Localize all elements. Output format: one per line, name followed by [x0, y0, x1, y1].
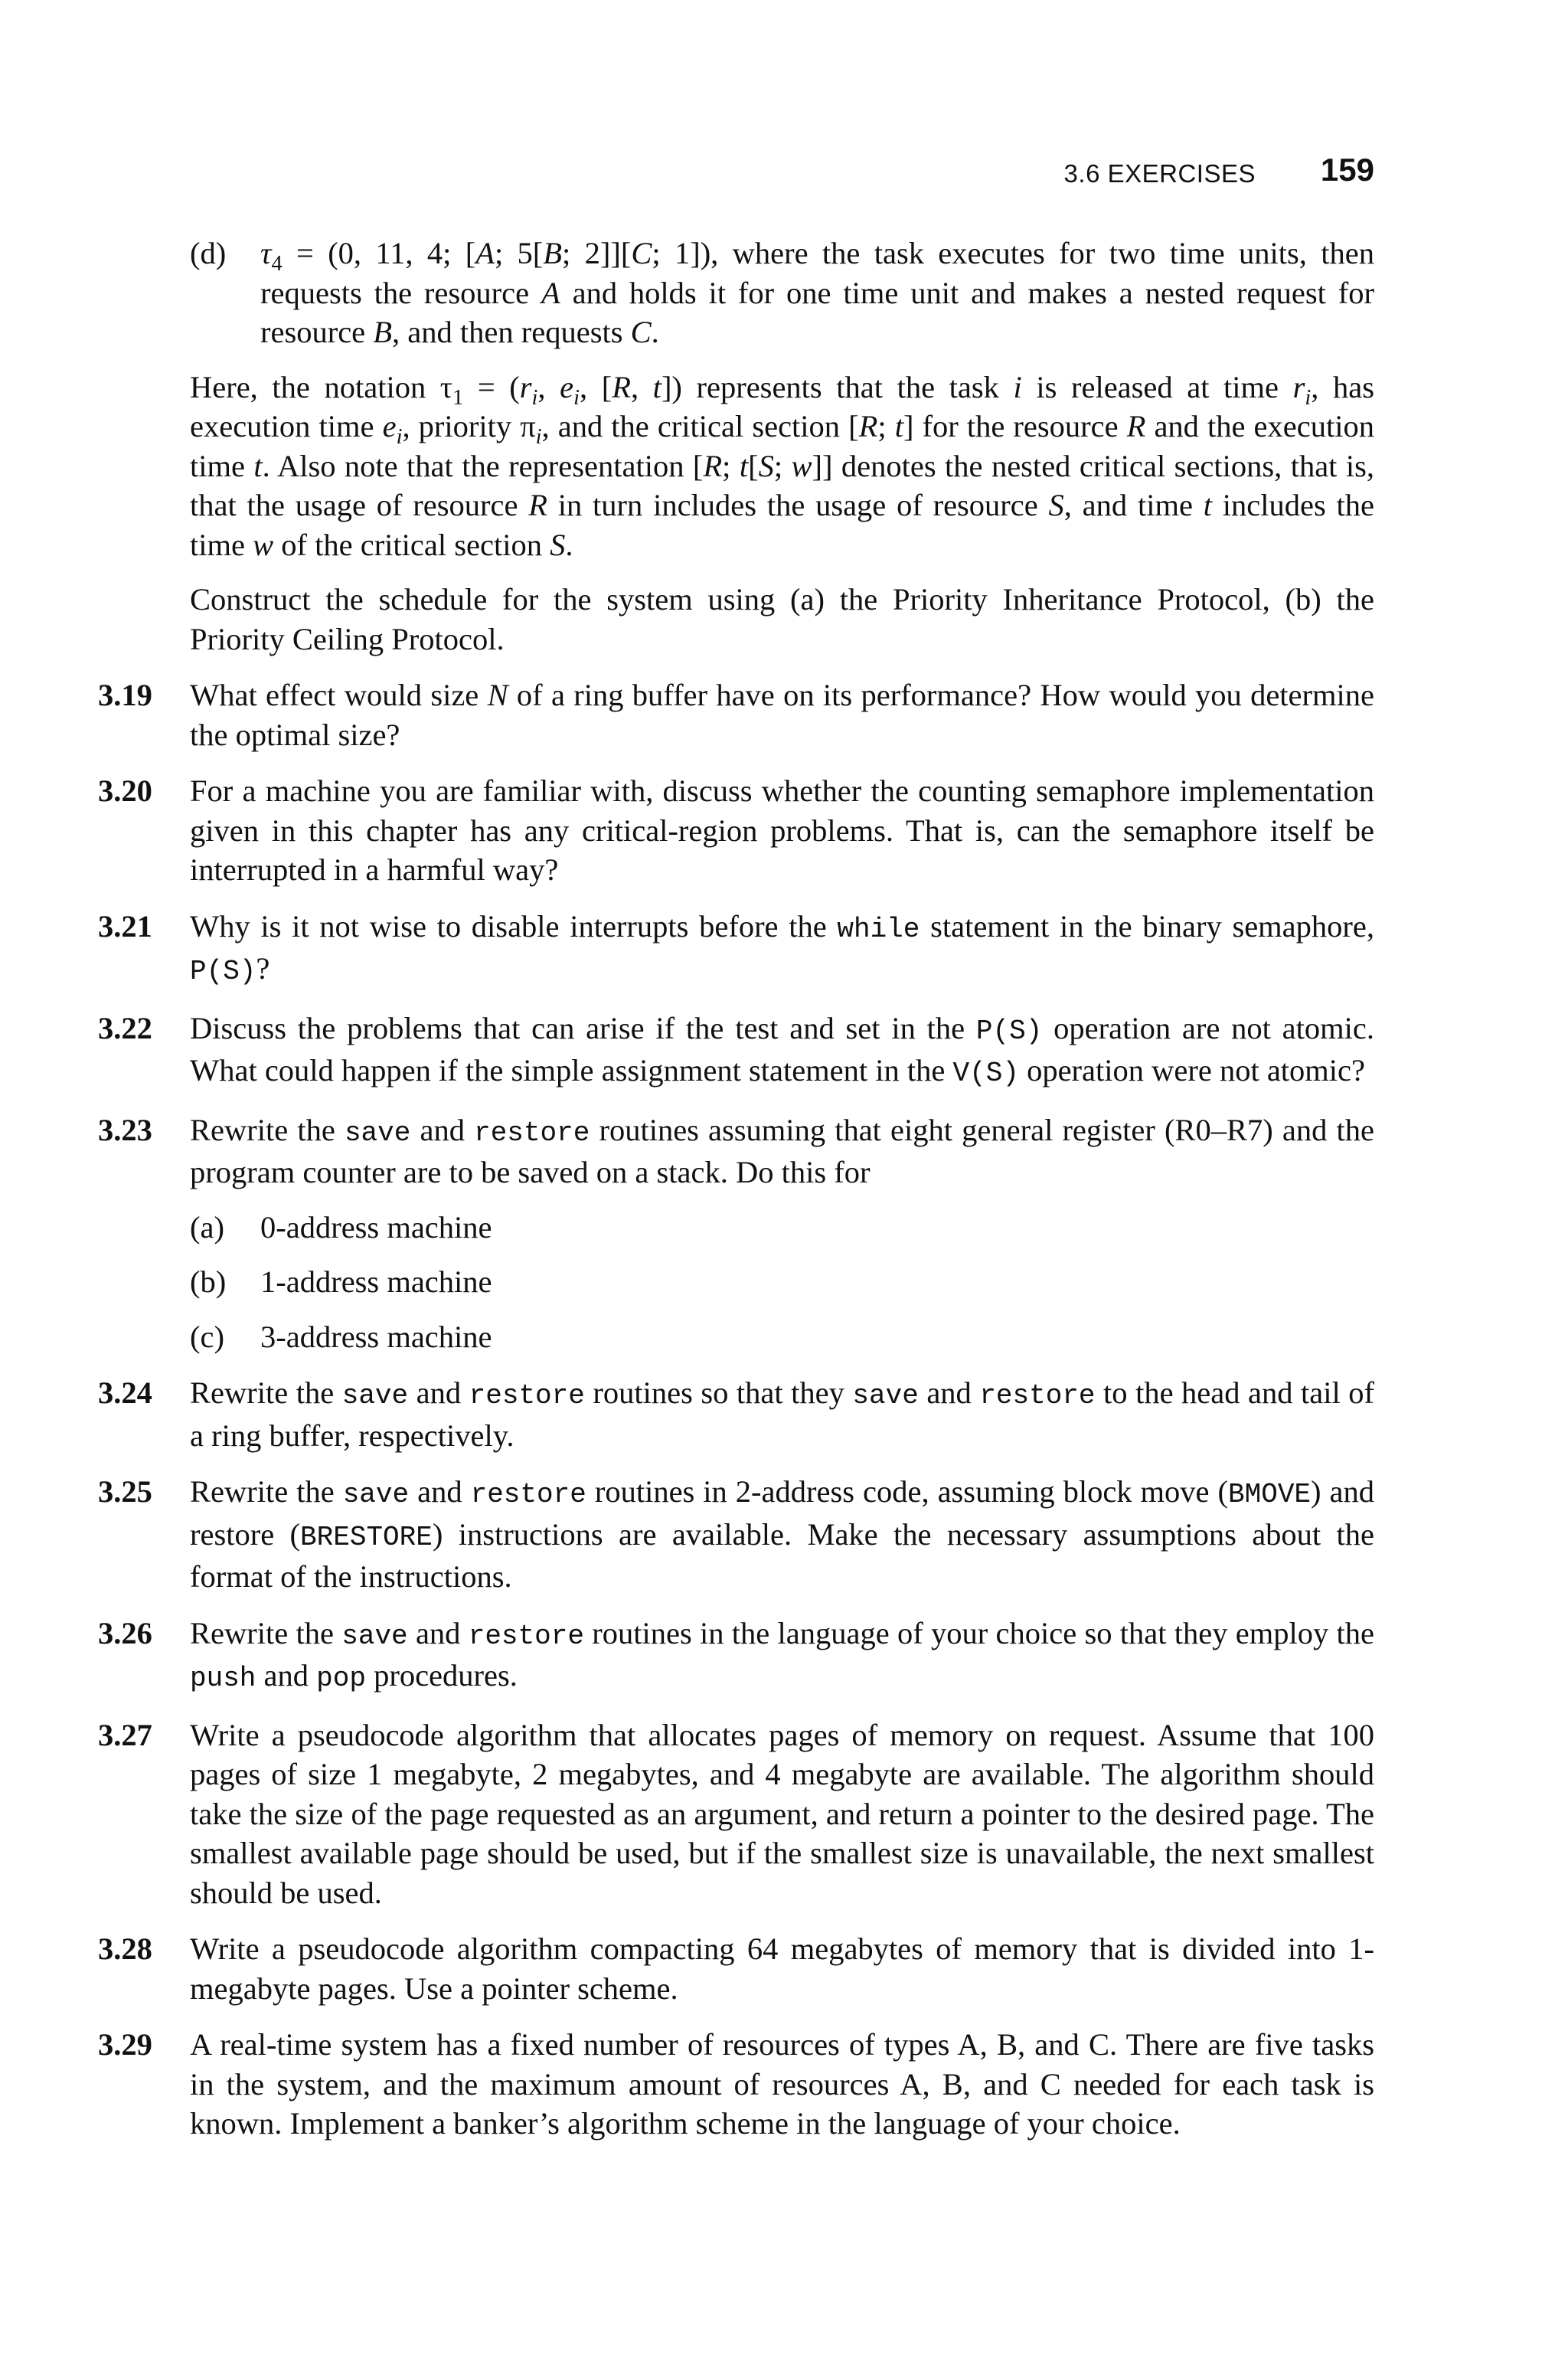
exercise-3-25 [98, 1472, 1374, 1597]
sub-item-b [98, 1262, 1374, 1302]
exercise-text: Write a pseudocode algorithm that allocates pages of memory on request. Assume that 100 pages of size 1 megabyte, 2 megabytes, and 4 megabyte are available. The algorithm should take the size of the page requested as an argument, and return a pointer to the desired page. The smallest available page should be used, but if the smallest size is unavailable, the next smallest should be used. [190, 1717, 1374, 1910]
exercise-number: 3.22 [98, 1010, 152, 1045]
exercise-number: 3.27 [98, 1717, 152, 1752]
exercise-text: Why is it not wise to disable interrupts before the while statement in the binary semaphore, P(S)? [190, 908, 1374, 987]
sub-item-text: $\tau_4 = (0$, 11, 4; [A; 5[B; 2]][C; 1]), where the task executes for two time units, then requests the resource A and holds it for one time unit and makes a nested request for resource B, and then requests C. [260, 236, 1374, 349]
page-number: 159 [1320, 152, 1374, 188]
exercise-text: Rewrite the save and restore routines in 2-address code, assuming block move (BMOVE) and restore (BRESTORE) instructions are available. Make the necessary assumptions about the format of the instructions. [190, 1474, 1375, 1594]
sub-item-d [98, 234, 1374, 352]
notation-paragraph: Here, the notation $\tau_1 = (r_i$, $e_i$, [R, t]) represents that the task i is released at time $r_i$, has execution time $e_i$, priority $\pi_i$, and the critical section [R; t] for the resource R and the execution time t. Also note that the representation [R; t[S; w]] denotes the nested critical sections, that is, that the usage of resource R in turn includes the usage of resource S, and time t includes the time w of the critical section S. [190, 369, 1374, 562]
exercise-3-21 [98, 907, 1374, 992]
sub-item-text: 3-address machine [260, 1319, 492, 1354]
sub-item-label: (b) [190, 1264, 227, 1299]
sub-item-label: (a) [190, 1209, 224, 1245]
exercise-text: Discuss the problems that can arise if the test and set in the P(S) operation are not atomic. What could happen if the simple assignment statement in the V(S) operation were not atomic? [190, 1010, 1374, 1089]
sub-item-label: (c) [190, 1319, 224, 1354]
exercise-text: Write a pseudocode algorithm compacting 64 megabytes of memory that is divided into 1-megabyte pages. Use a pointer scheme. [190, 1931, 1374, 2006]
exercise-text: A real-time system has a fixed number of resources of types A, B, and C. There are five tasks in the system, and the maximum amount of resources A, B, and C needed for each task is known. Implement a banker’s algorithm scheme in the language of your choice. [190, 2027, 1374, 2141]
exercise-3-26 [98, 1614, 1374, 1699]
exercise-number: 3.23 [98, 1112, 152, 1147]
sub-item-a [98, 1208, 1374, 1248]
exercise-text: Rewrite the save and restore routines in the language of your choice so that they employ the push and pop procedures. [190, 1615, 1375, 1694]
exercise-text: For a machine you are familiar with, discuss whether the counting semaphore implementation given in this chapter has any critical-region problems. That is, can the semaphore itself be interrupted in a harmful way? [190, 774, 1374, 887]
exercise-number: 3.21 [98, 908, 152, 944]
exercise-3-23 [98, 1110, 1374, 1192]
exercise-number: 3.19 [98, 678, 152, 712]
running-head [995, 152, 1374, 198]
sub-item-label: (d) [190, 236, 227, 270]
exercise-number: 3.28 [98, 1931, 152, 1966]
exercise-text: What effect would size N of a ring buffer have on its performance? How would you determine the optimal size? [190, 678, 1374, 752]
exercise-3-19 [98, 675, 1374, 754]
section-title: 3.6 EXERCISES [1063, 159, 1256, 188]
construct-paragraph: Construct the schedule for the system using (a) the Priority Inheritance Protocol, (b) the Priority Ceiling Protocol. [190, 582, 1374, 656]
exercise-text: Rewrite the save and restore routines assuming that eight general register (R0–R7) and the program counter are to be saved on a stack. Do this for [190, 1112, 1374, 1189]
exercise-3-22 [98, 1009, 1374, 1094]
exercise-number: 3.25 [98, 1474, 152, 1509]
exercise-number: 3.20 [98, 774, 152, 808]
sub-item-text: 0-address machine [260, 1209, 492, 1245]
exercise-text: Rewrite the save and restore routines so that they save and restore to the head and tail of a ring buffer, respectively. [190, 1375, 1374, 1453]
exercise-3-24 [98, 1373, 1374, 1455]
exercise-3-28 [98, 1929, 1374, 2008]
exercise-3-20 [98, 771, 1374, 890]
exercise-3-27 [98, 1715, 1374, 1913]
sub-item-c [98, 1317, 1374, 1357]
exercise-3-29 [98, 2025, 1374, 2144]
exercise-number: 3.24 [98, 1375, 152, 1410]
sub-item-text: 1-address machine [260, 1264, 492, 1299]
exercise-number: 3.26 [98, 1615, 152, 1650]
page-body [98, 234, 1375, 2144]
exercise-number: 3.29 [98, 2027, 152, 2062]
